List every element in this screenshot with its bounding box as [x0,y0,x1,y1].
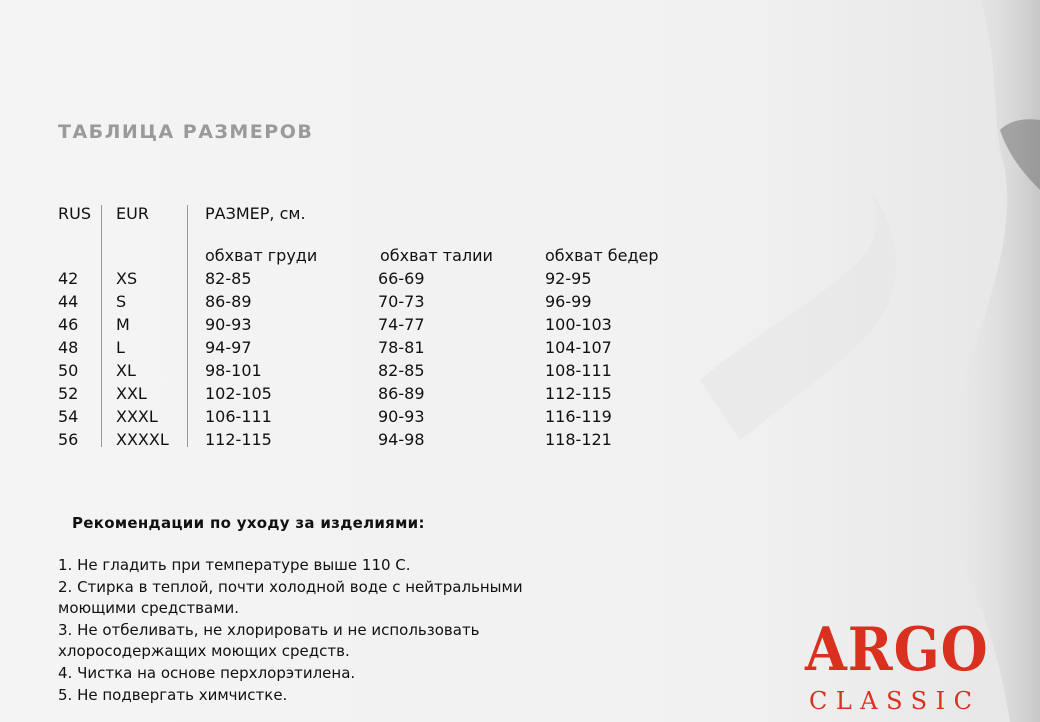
cell-eur: XS [116,269,138,288]
logo-main-text: ARGO [805,615,989,685]
page-title: ТАБЛИЦА РАЗМЕРОВ [58,121,314,143]
cell-waist: 70-73 [378,292,425,311]
cell-chest: 98-101 [205,361,262,380]
cell-hips: 104-107 [545,338,612,357]
cell-rus: 56 [58,430,79,449]
cell-waist: 78-81 [378,338,425,357]
cell-eur: XXXXL [116,430,169,449]
cell-rus: 52 [58,384,79,403]
care-title: Рекомендации по уходу за изделиями: [72,514,425,532]
care-line: хлоросодержащих моющих средств. [58,642,350,661]
cell-hips: 92-95 [545,269,592,288]
subheader-waist: обхват талии [380,246,493,265]
cell-rus: 54 [58,407,79,426]
cell-hips: 118-121 [545,430,612,449]
care-line: 4. Чистка на основе перхлорэтилена. [58,664,356,682]
cell-eur: L [116,338,125,357]
cell-rus: 44 [58,292,79,311]
cell-eur: M [116,315,130,334]
header-rus: RUS [58,204,91,223]
subheader-chest: обхват груди [205,246,318,265]
cell-chest: 106-111 [205,407,272,426]
header-eur: EUR [116,204,149,223]
care-line: моющими средствами. [58,599,240,618]
cell-rus: 42 [58,269,79,288]
cell-waist: 86-89 [378,384,425,403]
care-line: 5. Не подвергать химчистке. [58,685,288,704]
cell-chest: 112-115 [205,430,272,449]
cell-eur: XXL [116,384,147,403]
cell-waist: 74-77 [378,315,425,334]
cell-waist: 82-85 [378,361,425,380]
cell-chest: 102-105 [205,384,272,403]
cell-hips: 108-111 [545,361,612,380]
cell-rus: 48 [58,338,79,357]
cell-hips: 100-103 [545,315,612,334]
cell-waist: 94-98 [378,430,425,449]
cell-eur: XXXL [116,407,158,426]
cell-chest: 82-85 [205,269,252,288]
cell-waist: 66-69 [378,269,425,288]
cell-eur: S [116,292,127,311]
cell-hips: 116-119 [545,407,612,426]
cell-eur: XL [116,361,136,380]
column-divider [187,205,188,447]
care-line: 2. Стирка в теплой, почти холодной воде с нейтральными [58,577,523,596]
header-size: РАЗМЕР, см. [205,204,306,223]
subheader-hips: обхват бедер [545,246,659,265]
column-divider [101,205,102,447]
cell-chest: 90-93 [205,315,252,334]
cell-rus: 50 [58,361,79,380]
cell-chest: 94-97 [205,338,252,357]
care-line: 1. Не гладить при температуре выше 110 С. [58,556,411,574]
logo-sub-text: CLASSIC [809,687,981,715]
cell-rus: 46 [58,315,79,334]
cell-hips: 112-115 [545,384,612,403]
cell-chest: 86-89 [205,292,252,311]
cell-hips: 96-99 [545,292,592,311]
care-line: 3. Не отбеливать, не хлорировать и не использовать [58,620,480,639]
cell-waist: 90-93 [378,407,425,426]
